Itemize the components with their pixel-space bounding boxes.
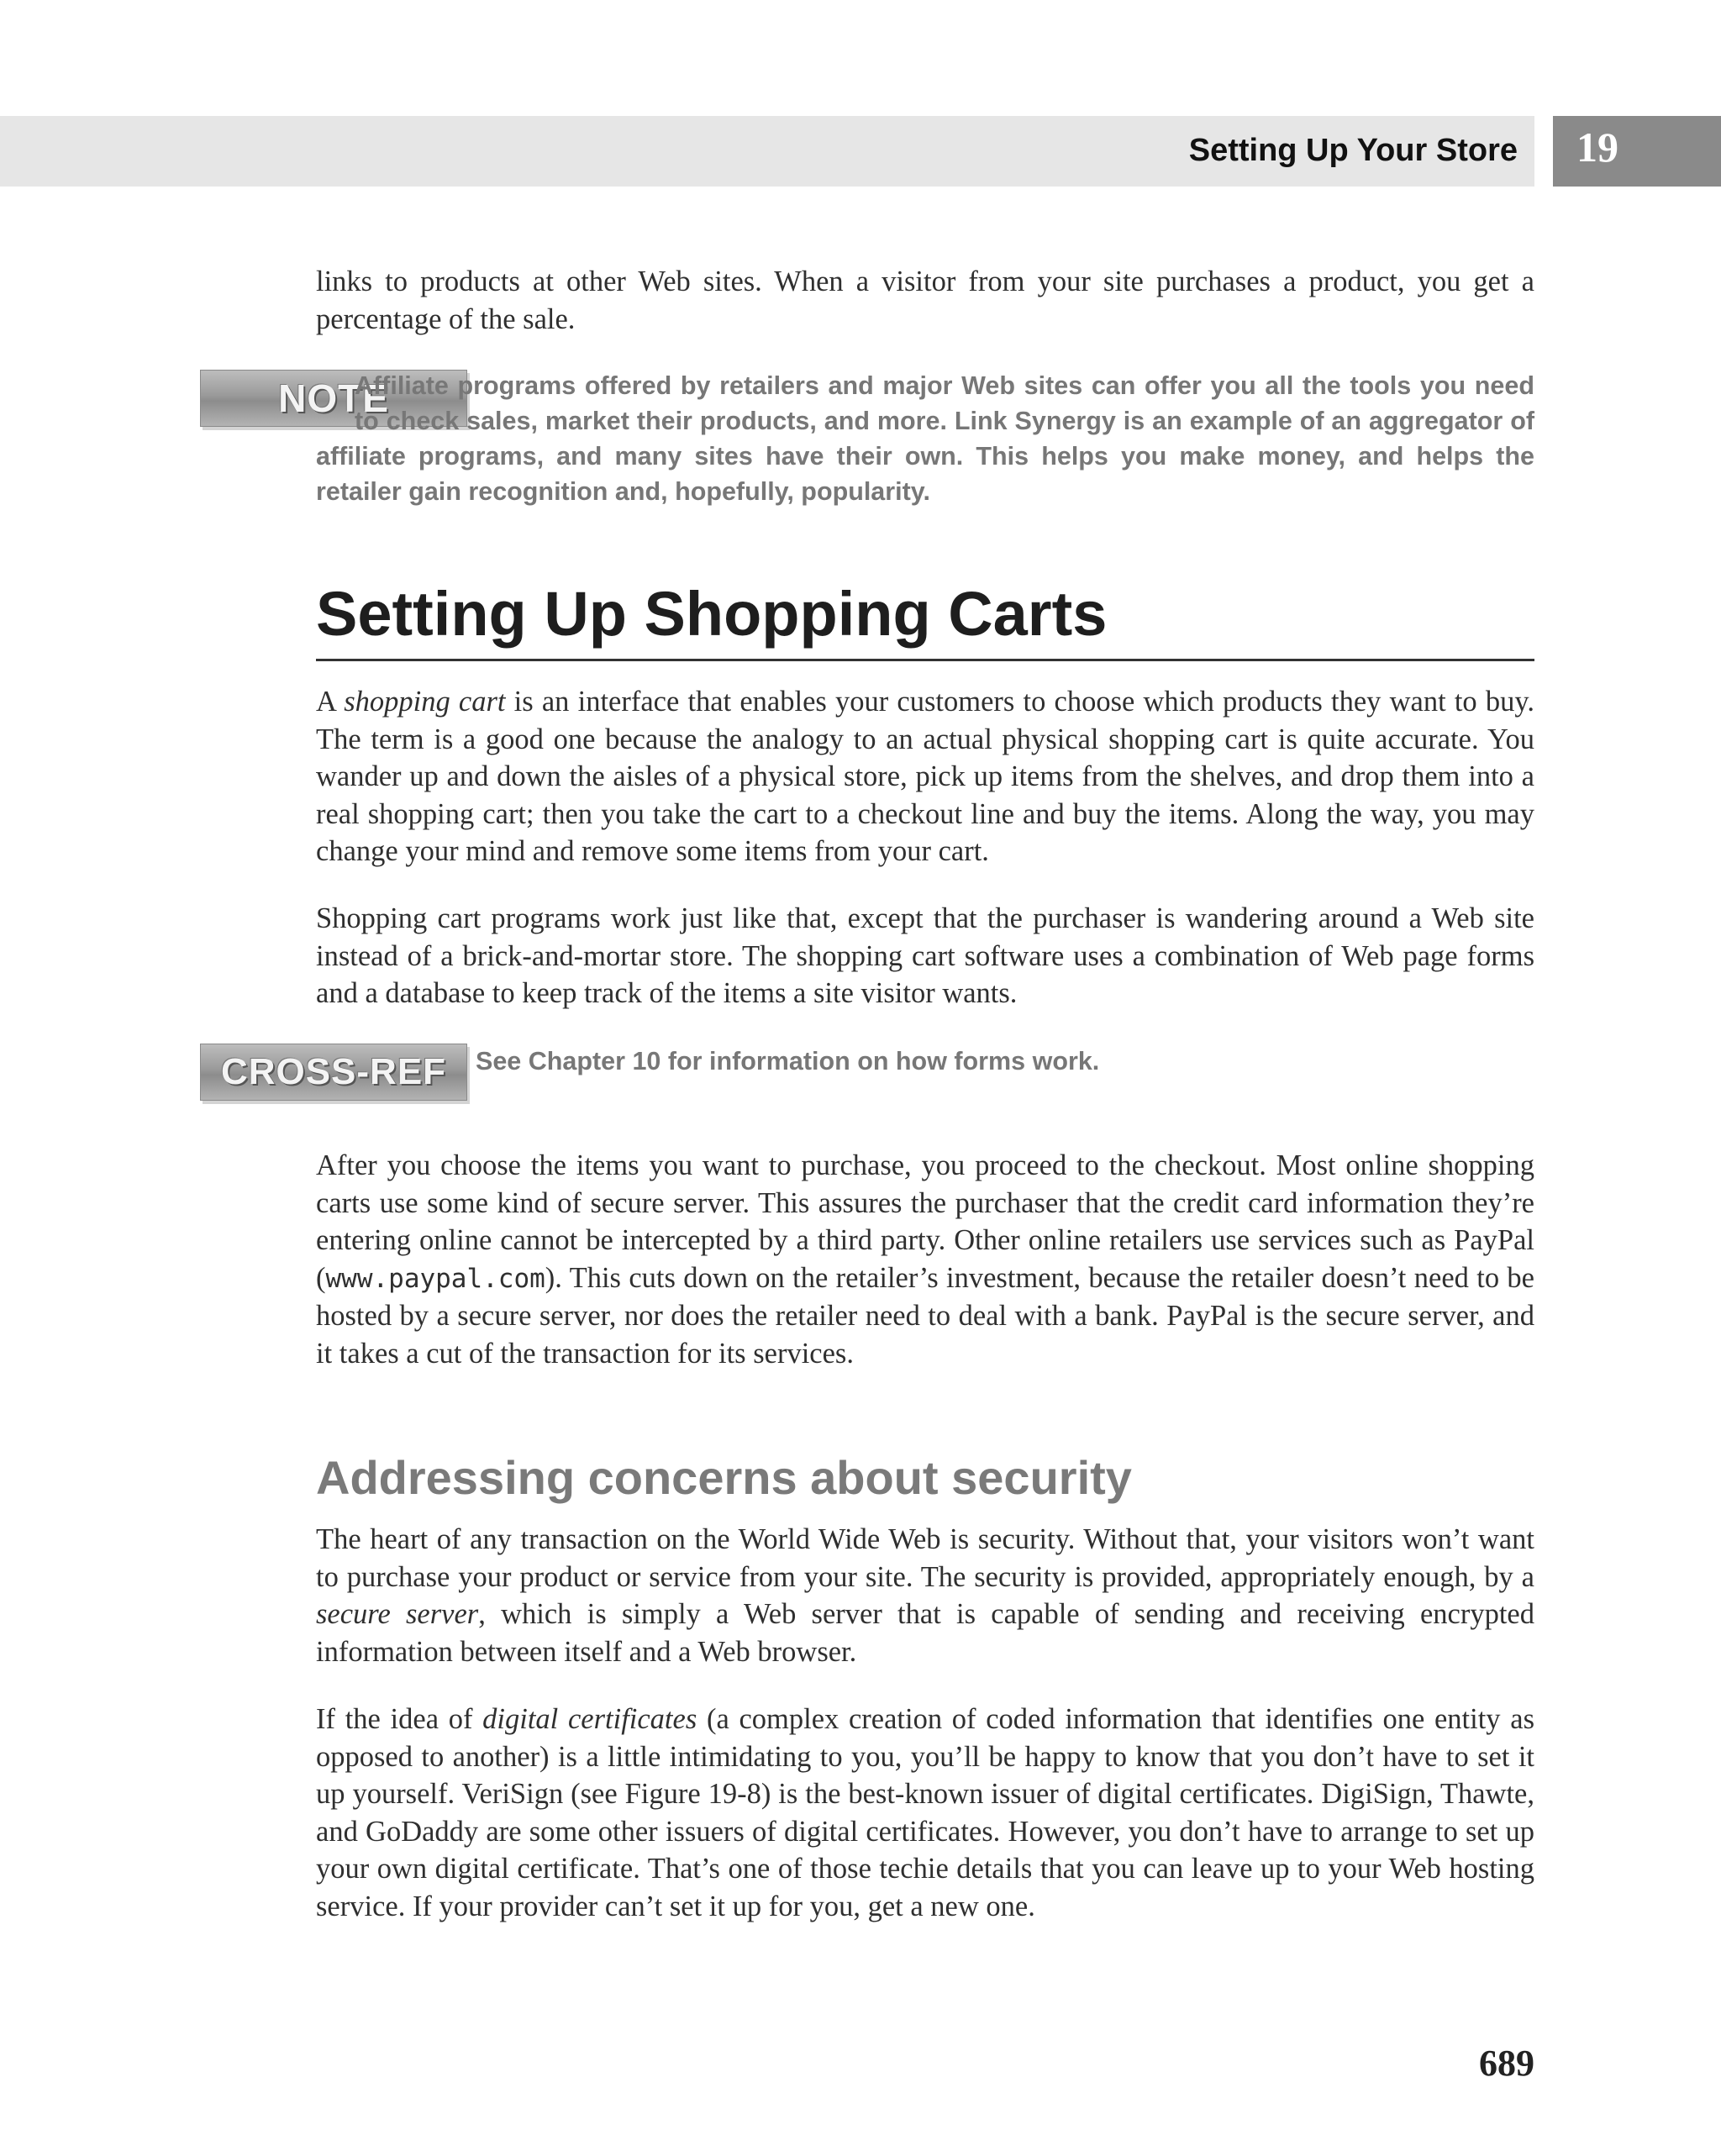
paragraph-security	[316, 1521, 1534, 1670]
paragraph-shopping-cart	[316, 683, 1534, 870]
text-run: If the idea of	[316, 1703, 483, 1735]
text-run: A	[316, 686, 345, 718]
text-run: is an interface that enables your customers to choose which products they want to buy. The term is a good one because the analogy to an actual physical shopping cart is quite accurate. You wander up and down the aisles of a physical store, pick up items from the shelves, and drop them into a real shopping cart; then you take the cart to a checkout line and buy the items. Along the way, you may change your mind and remove some items from your cart.	[316, 686, 1534, 867]
cross-ref-text: See Chapter 10 for information on how forms work.	[476, 1047, 1100, 1075]
text-run: After you choose the items you want to purchase, you proceed to the checkout. Most online shopping carts use some kind of secure server. This assures the purchaser that the credit card information they’re entering online cannot be intercepted by a third party. Other online retailers use services such as PayPal (	[316, 1149, 1534, 1294]
heading-rule	[316, 659, 1534, 661]
note-text	[316, 368, 1534, 509]
paragraph-cart-programs: Shopping cart programs work just like that, except that the purchaser is wandering around a Web site instead of a brick-and-mortar store. The shopping cart software uses a combination of Web page forms and a database to keep track of the items a site visitor wants.	[316, 902, 1534, 1009]
term-digital-certificates: digital certificates	[482, 1703, 697, 1735]
cross-ref-badge-label: CROSS-REF	[220, 1051, 447, 1092]
note-float-spacer	[198, 368, 355, 435]
paragraph-certificates	[316, 1701, 1534, 1925]
term-shopping-cart: shopping cart	[344, 686, 506, 718]
text-run: , which is simply a Web server that is capable of sending and receiving encrypted information between itself and a Web browser.	[316, 1598, 1534, 1668]
running-head-title: Setting Up Your Store	[1188, 133, 1518, 168]
section-heading: Setting Up Shopping Carts	[316, 579, 1108, 649]
subsection-heading: Addressing concerns about security	[316, 1451, 1132, 1504]
text-run: ). This cuts down on the retailer’s investment, because the retailer doesn’t need to be hosted by a secure server, nor does the retailer need to deal with a bank. PayPal is the secure server, and it takes a cut of the transaction for its services.	[316, 1261, 1534, 1370]
paragraph-checkout	[316, 1147, 1534, 1372]
note-body: Affiliate programs offered by retailers and major Web sites can offer you all the tools you need to check sales, market their products, and more. Link Synergy is an example of an aggregator of affiliate programs, and many sites have their own. This helps you make money, and helps the retailer gain recognition and, hopefully, popularity.	[316, 371, 1534, 506]
paypal-url: www.paypal.com	[325, 1263, 545, 1294]
term-secure-server: secure server	[316, 1598, 479, 1630]
text-run: (a complex creation of coded information that identifies one entity as opposed to another) is a little intimidating to you, you’ll be happy to know that you don’t have to set it up yourself. VeriSign (see Figure 19-8) is the best-known issuer of digital certificates. DigiSign, Thawte, and GoDaddy are some other issuers of digital certificates. However, you don’t have to arrange to set up your own digital certificate. That’s one of those techie details that you can leave up to your Web hosting service. If your provider can’t set it up for you, get a new one.	[316, 1703, 1534, 1922]
intro-paragraph: links to products at other Web sites. When a visitor from your site purchases a product, you get a percentage of the sale.	[316, 266, 1534, 335]
note-badge-label: NOTE	[278, 376, 389, 420]
text-run: The heart of any transaction on the World Wide Web is security. Without that, your visitors won’t want to purchase your product or service from your site. The security is provided, appropriately enough, by a	[316, 1523, 1534, 1593]
cross-ref-badge	[200, 1044, 467, 1101]
chapter-number: 19	[1576, 124, 1618, 171]
page-number: 689	[1479, 2043, 1534, 2084]
